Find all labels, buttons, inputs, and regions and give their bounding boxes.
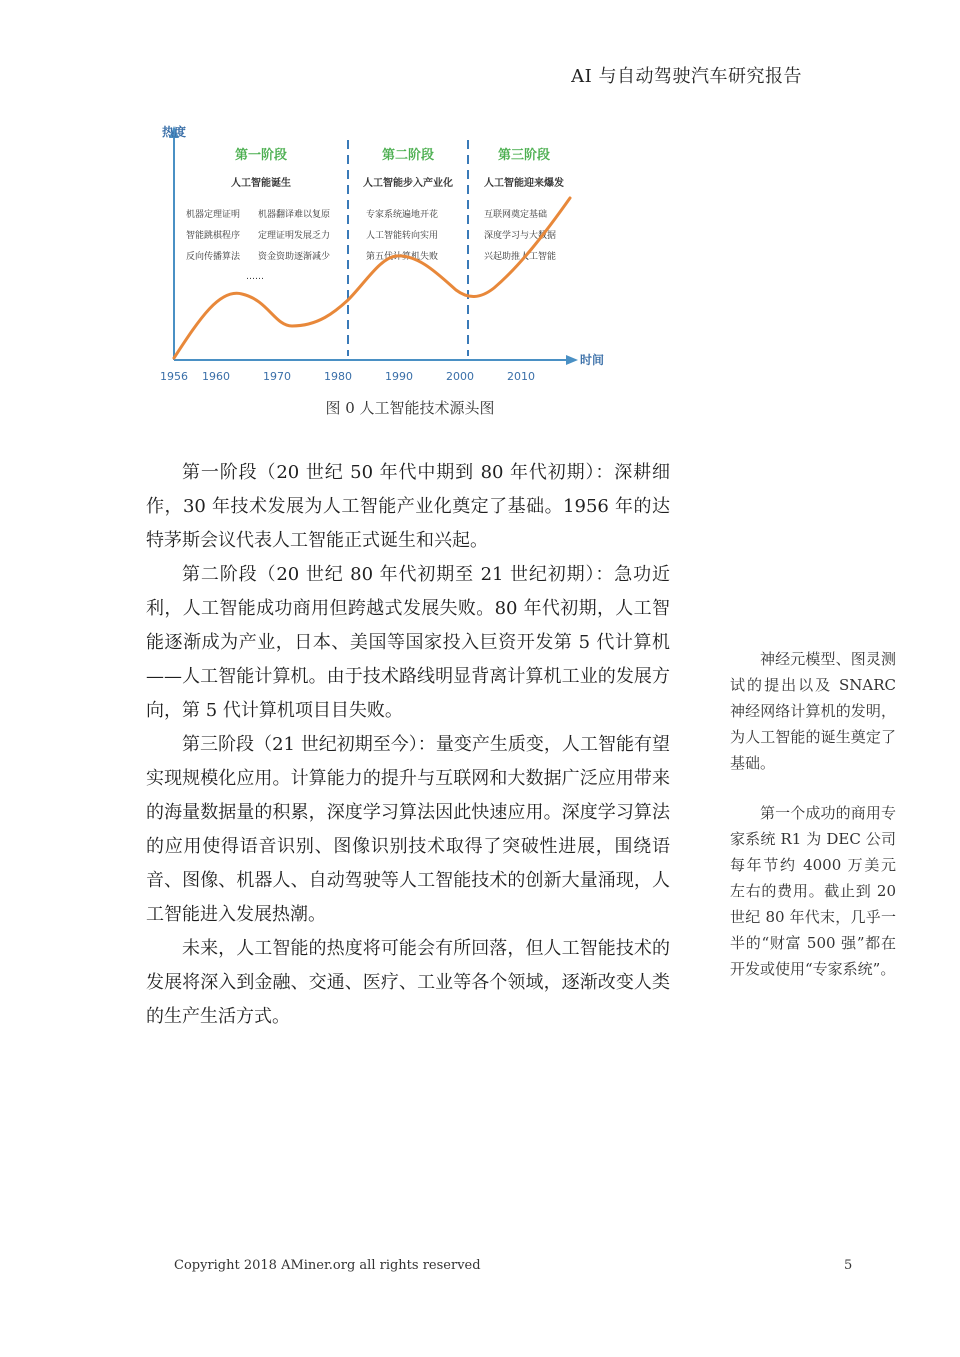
stage-2-item: 人工智能转向实用 bbox=[366, 231, 439, 241]
stage-2-item: 第五代计算机失败 bbox=[366, 252, 439, 262]
stage-2-item: 专家系统遍地开花 bbox=[366, 210, 439, 220]
ai-history-figure bbox=[150, 118, 620, 398]
sidebar-note-2 bbox=[730, 800, 896, 982]
stage-3-item: 兴起助推人工智能 bbox=[484, 252, 557, 262]
x-tick: 1970 bbox=[263, 370, 291, 383]
stage-1-item: 智能跳棋程序 bbox=[186, 231, 241, 241]
report-header-title: AI 与自动驾驶汽车研究报告 bbox=[571, 66, 802, 87]
ai-history-chart bbox=[150, 118, 620, 398]
sidebar-note-1 bbox=[730, 646, 896, 776]
stage-1-item: 资金资助逐渐减少 bbox=[258, 252, 331, 262]
stage-3-subtitle: 人工智能迎来爆发 bbox=[484, 178, 564, 189]
figure-caption: 图 0 人工智能技术源头图 bbox=[325, 399, 495, 417]
paragraph: 第三阶段（21 世纪初期至今）：量变产生质变，人工智能有望实现规模化应用。计算能力的提升与互联网和大数据广泛应用带来的海量数据量的积累，深度学习算法因此快速应用。深度学习算法的应用使得语音识别、图像识别技术取得了突破性进展，围绕语音、图像、机器人、自动驾驶等人工智能技术的创新大量涌现，人工智能进入发展热潮。 bbox=[146, 734, 670, 925]
x-tick: 2010 bbox=[507, 370, 535, 383]
stage-3-item: 互联网奠定基础 bbox=[484, 210, 548, 220]
y-axis-label: 热度 bbox=[162, 125, 187, 139]
stage-1-item: 定理证明发展乏力 bbox=[258, 231, 331, 241]
stage-3-title: 第三阶段 bbox=[497, 148, 551, 163]
main-text bbox=[146, 456, 670, 1034]
paragraph: 第二阶段（20 世纪 80 年代初期至 21 世纪初期）：急功近利，人工智能成功商用但跨越式发展失败。80 年代初期，人工智能逐渐成为产业，日本、美国等国家投入巨资开发第 5 代计算机——人工智能计算机。由于技术路线明显背离计算机工业的发展方向，第 5 代计算机项目目失败。 bbox=[146, 564, 670, 721]
x-tick: 1990 bbox=[385, 370, 413, 383]
x-axis-arrow-icon bbox=[566, 355, 578, 365]
x-tick: 2000 bbox=[446, 370, 474, 383]
stage-2-subtitle: 人工智能步入产业化 bbox=[363, 178, 453, 189]
stage-1-item: 反向传播算法 bbox=[186, 252, 241, 262]
x-tick: 1980 bbox=[324, 370, 352, 383]
paragraph: 第一阶段（20 世纪 50 年代中期到 80 年代初期）：深耕细作，30 年技术发展为人工智能产业化奠定了基础。1956 年的达特茅斯会议代表人工智能正式诞生和兴起。 bbox=[146, 462, 670, 551]
x-tick: 1960 bbox=[202, 370, 230, 383]
stage-1-subtitle: 人工智能诞生 bbox=[231, 178, 291, 189]
stage-1-ellipsis: …… bbox=[246, 272, 264, 282]
stage-1-item: 机器定理证明 bbox=[186, 210, 241, 220]
stage-2-title: 第二阶段 bbox=[381, 148, 435, 163]
x-axis-label: 时间 bbox=[580, 353, 605, 367]
stage-1-item: 机器翻译难以复原 bbox=[258, 210, 331, 220]
stage-3-item: 深度学习与大数据 bbox=[484, 231, 557, 241]
stage-1-title: 第一阶段 bbox=[234, 148, 288, 163]
paragraph: 未来，人工智能的热度将可能会有所回落，但人工智能技术的发展将深入到金融、交通、医疗、工业等各个领域，逐渐改变人类的生产生活方式。 bbox=[146, 938, 670, 1027]
sidebar-note-text: 第一个成功的商用专家系统 R1 为 DEC 公司每年节约 4000 万美元左右的费用。截止到 20 世纪 80 年代末，几乎一半的“财富 500 强”都在开发或使用“专家系统”。 bbox=[730, 804, 896, 978]
sidebar-note-text: 神经元模型、图灵测试的提出以及 SNARC 神经网络计算机的发明，为人工智能的诞生奠定了基础。 bbox=[730, 650, 896, 772]
heat-curve bbox=[174, 198, 570, 358]
page-number: 5 bbox=[844, 1258, 853, 1273]
x-tick: 1956 bbox=[160, 370, 188, 383]
footer-copyright: Copyright 2018 AMiner.org all rights reserved bbox=[174, 1258, 481, 1273]
